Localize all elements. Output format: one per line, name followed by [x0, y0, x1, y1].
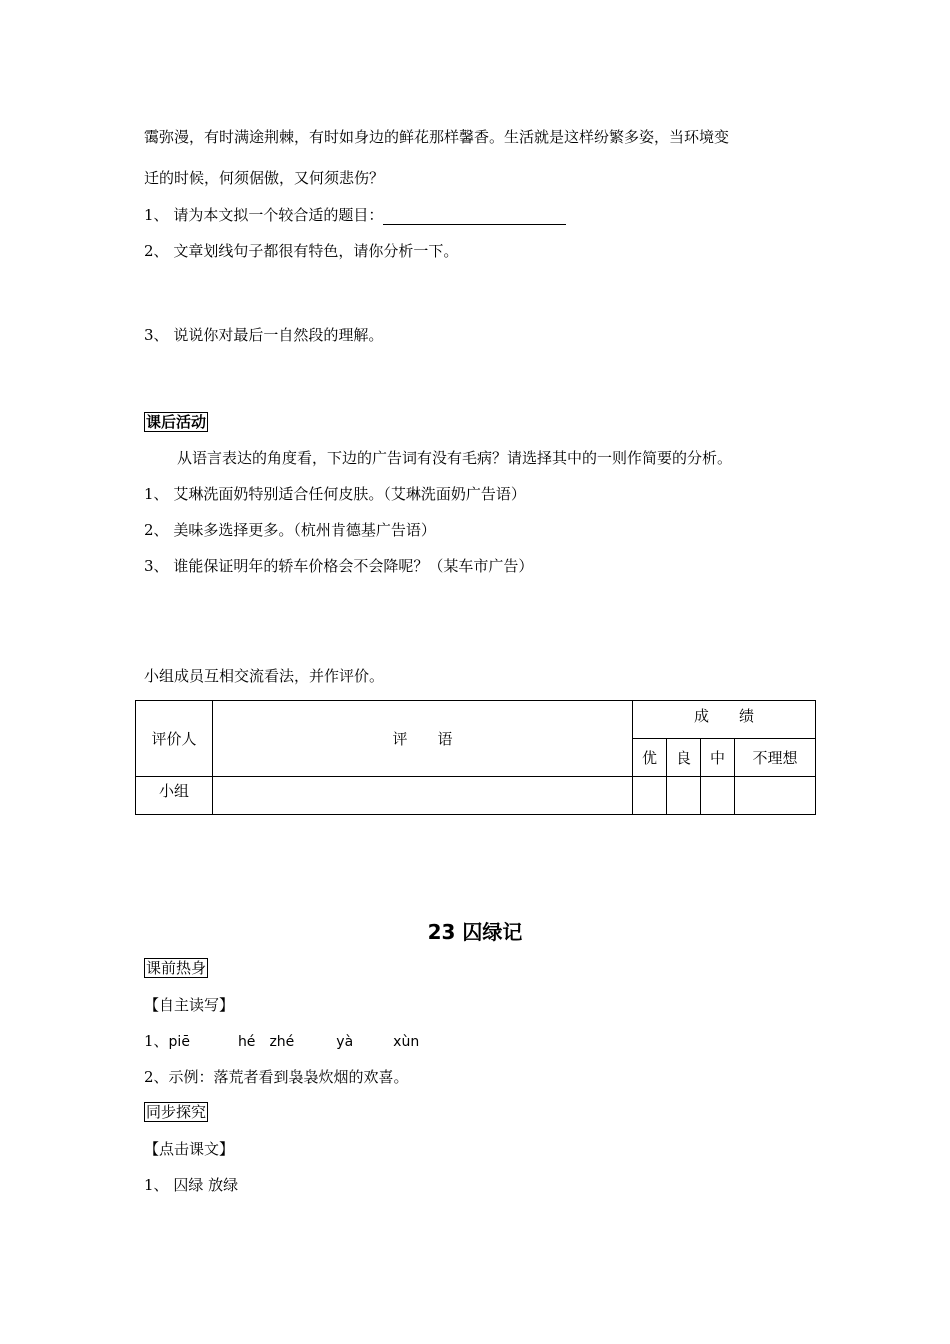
evaluation-table: [135, 700, 816, 815]
group-row-label: 小组: [136, 777, 213, 815]
pre-class-heading: 课前热身: [146, 959, 207, 977]
section-title: 23 囚绿记: [427, 920, 523, 944]
group-grade-unsatisfactory-cell[interactable]: [735, 777, 816, 815]
pinyin-line: 1、piē hé zhé yà xùn: [144, 1032, 420, 1050]
text-heading: 【点击课文】: [144, 1140, 235, 1158]
evaluator-header: 评价人: [136, 701, 213, 777]
score-header: 成 绩: [633, 701, 816, 739]
group-grade-medium-cell[interactable]: [701, 777, 735, 815]
question-1: 1、 请为本文拟一个较合适的题目：: [144, 205, 566, 225]
passage-line-1: 霭弥漫，有时满途荆棘，有时如身边的鲜花那样馨香。生活就是这样纷繁多姿，当环境变: [144, 128, 730, 146]
answer-line: 1、 囚绿 放绿: [144, 1176, 239, 1194]
activity-heading: 课后活动: [146, 413, 207, 431]
self-study-heading: 【自主读写】: [144, 996, 235, 1014]
title-answer-blank[interactable]: [383, 209, 566, 225]
question-3: 3、 说说你对最后一自然段的理解。: [144, 326, 384, 344]
group-note: 小组成员互相交流看法，并作评价。: [144, 667, 385, 685]
comment-header: 评 语: [213, 701, 633, 777]
passage-line-2: 迁的时候，何须倨傲，又何须悲伤？: [144, 169, 385, 187]
group-grade-excellent-cell[interactable]: [633, 777, 667, 815]
grade-excellent: 优: [633, 739, 667, 777]
group-comment-cell[interactable]: [213, 777, 633, 815]
question-2: 2、 文章划线句子都很有特色，请你分析一下。: [144, 242, 459, 260]
example-line: 2、示例：落荒者看到袅袅炊烟的欢喜。: [144, 1068, 409, 1086]
activity-intro: 从语言表达的角度看，下边的广告词有没有毛病？请选择其中的一则作简要的分析。: [177, 449, 733, 467]
sync-heading: 同步探究: [146, 1103, 207, 1121]
ad-item-1: 1、 艾琳洗面奶特别适合任何皮肤。（艾琳洗面奶广告语）: [144, 485, 526, 503]
grade-good: 良: [667, 739, 701, 777]
ad-item-3: 3、 谁能保证明年的轿车价格会不会降呢？（某车市广告）: [144, 557, 534, 575]
grade-medium: 中: [701, 739, 735, 777]
ad-item-2: 2、 美味多选择更多。（杭州肯德基广告语）: [144, 521, 436, 539]
group-grade-good-cell[interactable]: [667, 777, 701, 815]
grade-unsatisfactory: 不理想: [735, 739, 816, 777]
